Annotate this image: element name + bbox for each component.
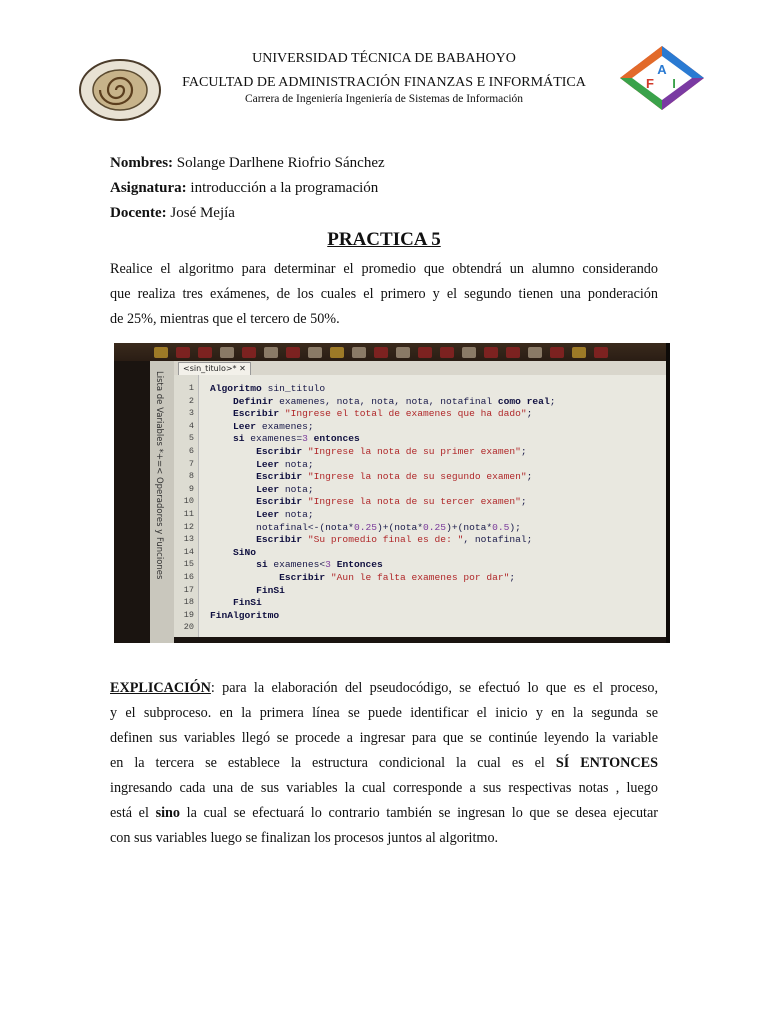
explanation-line [110, 801, 658, 826]
side-panel-label: Lista de Variables *+=< Operadores y Funciones [154, 371, 164, 580]
line-number: 12 [183, 521, 194, 532]
explanation-text: y el subproceso. en la primera línea se puede identificar el inicio y en la segunda se [110, 705, 658, 721]
code-text: Definir examenes, nota, nota, nota, notafinal como real; [233, 395, 556, 407]
line-number: 8 [188, 471, 194, 482]
code-text: Escribir "Su promedio final es de: ", notafinal; [256, 534, 533, 546]
explanation-paragraph [110, 676, 658, 851]
toolbar-icon [594, 347, 608, 358]
line-number: 17 [183, 584, 194, 595]
toolbar-icon [374, 347, 388, 358]
docente-value: José Mejía [170, 205, 235, 221]
photo-edge [666, 343, 670, 643]
toolbar-icon [286, 347, 300, 358]
toolbar-icon [506, 347, 520, 358]
logo-letter-i: I [672, 76, 676, 91]
code-text: Leer nota; [256, 458, 314, 470]
explanation-line [110, 776, 658, 801]
code-text: Escribir "Ingrese la nota de su segundo examen"; [256, 471, 533, 483]
tab-sin-titulo[interactable] [178, 362, 251, 376]
problem-statement [110, 257, 658, 332]
explanation-text: ingresando cada una de sus variables la cual corresponde a sus respectivas notas , luego [110, 780, 658, 796]
code-text: FinAlgoritmo [210, 609, 280, 621]
tab-label: <sin_titulo>* [183, 364, 237, 373]
explanation-text: con sus variables luego se finalizan los procesos juntos al algoritmo. [110, 830, 499, 846]
line-number: 7 [188, 458, 194, 469]
university-name: UNIVERSIDAD TÉCNICA DE BABAHOYO [252, 51, 516, 66]
toolbar-icon [396, 347, 410, 358]
line-number: 20 [183, 622, 194, 633]
explanation-line [110, 751, 658, 776]
code-text: Leer examenes; [233, 420, 314, 432]
toolbar-icon [528, 347, 542, 358]
emphasis-term: sino [155, 805, 181, 821]
code-text: Escribir "Aun le falta examenes por dar"; [279, 572, 516, 583]
career-name: Carrera de Ingeniería Ingeniería de Sistemas de Información [244, 93, 524, 105]
explanation-text: definen sus variables llegó se procede a ingresar para que se continúe leyendo la variable [110, 730, 658, 746]
statement-line: de 25%, mientras que el tercero de 50%. [110, 311, 340, 327]
code-text: SiNo [233, 546, 257, 558]
explanation-text: : para la elaboración del pseudocódigo, se efectuó lo que es el proceso, [210, 680, 658, 696]
statement-line: que realiza tres exámenes, de los cuales el primero y el segundo tienen una ponderación [110, 286, 658, 302]
line-number: 18 [183, 597, 194, 608]
logo-letter-f: F [646, 76, 654, 91]
info-asignatura [110, 180, 378, 197]
line-number: 1 [188, 383, 194, 393]
line-number: 6 [188, 446, 194, 456]
line-number: 9 [188, 483, 194, 494]
code-text: notafinal<-(nota*0.25)+(nota*0.25)+(nota*0.5); [210, 521, 521, 533]
page-title: PRACTICA 5 [327, 229, 441, 250]
code-text: Escribir "Ingrese la nota de su tercer examen"; [256, 496, 527, 508]
explanation-text: en la tercera se establece la estructura condicional la cual es el [110, 755, 556, 771]
docente-label: Docente: [110, 205, 167, 221]
side-panel [150, 361, 174, 643]
toolbar-icon [572, 347, 586, 358]
code-text: Algoritmo sin_titulo [210, 383, 326, 394]
toolbar-icon [308, 347, 322, 358]
toolbar-icon [550, 347, 564, 358]
code-text: si examenes<3 Entonces [256, 559, 383, 571]
toolbar-icon [264, 347, 278, 358]
code-text: Leer nota; [256, 483, 314, 495]
info-nombres [110, 155, 385, 172]
toolbar-icon [220, 347, 234, 358]
toolbar-icon [418, 347, 432, 358]
line-number: 16 [183, 572, 194, 582]
line-number: 4 [188, 420, 194, 431]
close-icon[interactable]: ✕ [239, 364, 246, 373]
tab-bar [174, 361, 670, 375]
faculty-name: FACULTAD DE ADMINISTRACIÓN FINANZAS E INFORMÁTICA [182, 75, 586, 90]
code-text: Escribir "Ingrese la nota de su primer examen"; [256, 446, 527, 457]
nombres-value: Solange Darlhene Riofrio Sánchez [176, 155, 385, 171]
code-text: Escribir "Ingrese el total de examenes que ha dado"; [233, 408, 533, 420]
explanation-line [110, 726, 658, 751]
line-number: 5 [188, 433, 194, 444]
toolbar-icon [352, 347, 366, 358]
line-number: 10 [183, 496, 194, 507]
toolbar-icon [462, 347, 476, 358]
nombres-label: Nombres: [110, 155, 174, 171]
explanation-line [110, 701, 658, 726]
code-text: si examenes=3 entonces [233, 433, 360, 445]
logo-letter-a: A [657, 62, 667, 77]
explanation-line [110, 826, 658, 851]
toolbar-icon [330, 347, 344, 358]
line-number: 13 [183, 534, 194, 545]
emphasis-term: SÍ ENTONCES [555, 755, 658, 771]
code-text: FinSi [256, 584, 285, 596]
asignatura-label: Asignatura: [110, 180, 187, 196]
toolbar-icon [176, 347, 190, 358]
toolbar-icon [154, 347, 168, 358]
pseint-editor-screenshot [114, 343, 670, 643]
line-number: 14 [183, 546, 194, 557]
code-text: FinSi [233, 597, 262, 609]
line-number: 19 [183, 609, 194, 620]
editor-toolbar [114, 343, 670, 361]
asignatura-value: introducción a la programación [190, 180, 379, 196]
explanation-line [110, 676, 658, 701]
toolbar-icon [198, 347, 212, 358]
explanation-text: está el [110, 805, 156, 821]
explanation-text: la cual se efectuará lo contrario también se ingresan lo que se desea ejecutar [180, 805, 659, 821]
code-editor[interactable] [174, 375, 666, 637]
explanation-label: EXPLICACIÓN [110, 680, 211, 696]
toolbar-icon [484, 347, 498, 358]
line-number: 11 [183, 509, 194, 519]
toolbar-icon [242, 347, 256, 358]
info-docente [110, 205, 235, 222]
line-number: 2 [188, 395, 194, 406]
line-number: 3 [188, 408, 194, 419]
line-number: 15 [183, 559, 194, 570]
toolbar-icon [440, 347, 454, 358]
code-text: Leer nota; [256, 509, 314, 520]
statement-line: Realice el algoritmo para determinar el promedio que obtendrá un alumno considerando [110, 261, 658, 277]
